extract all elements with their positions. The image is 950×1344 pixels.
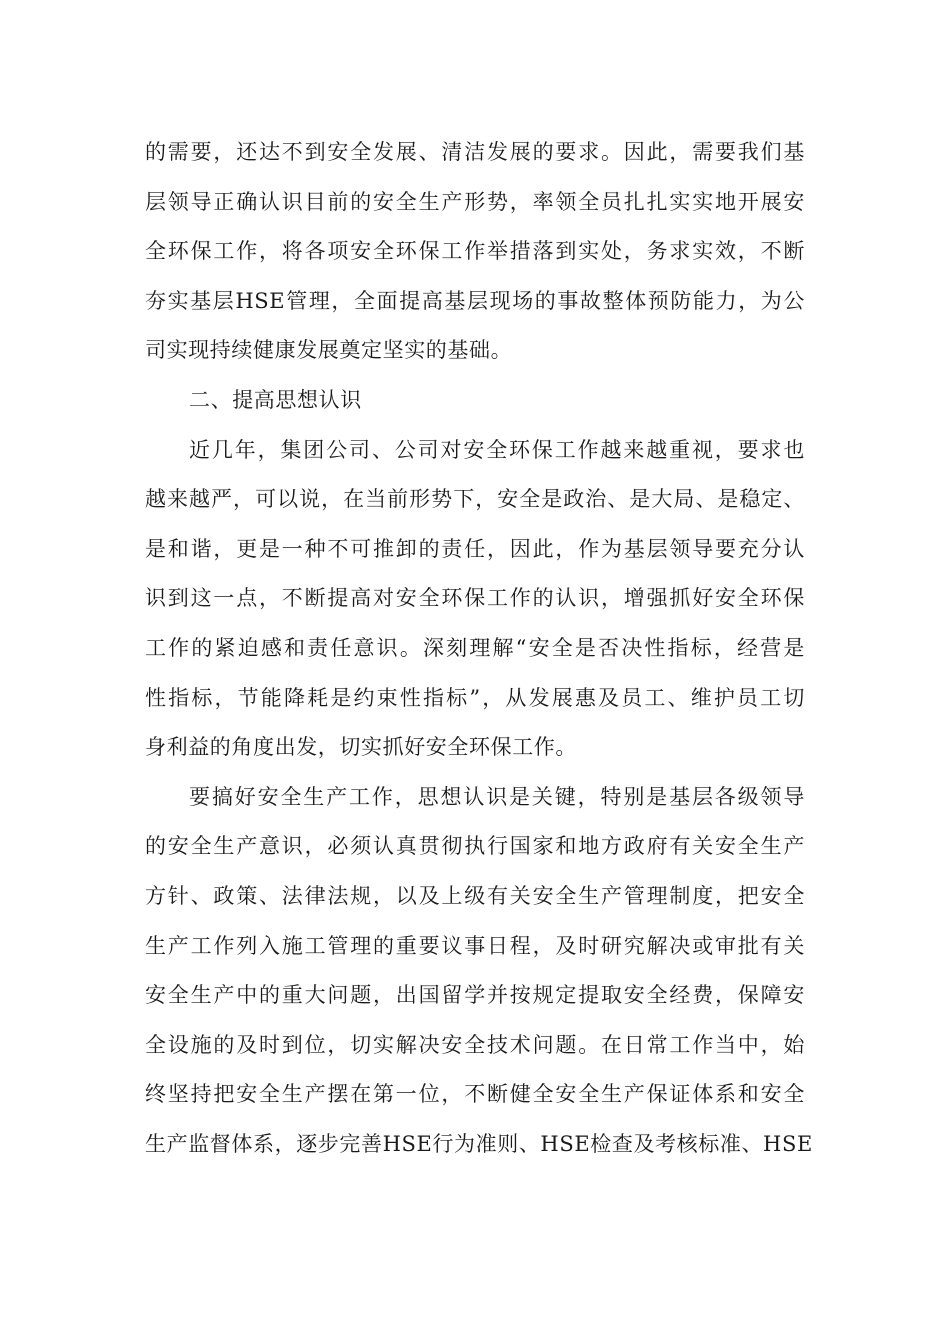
text-line: 生产工作列入施工管理的重要议事日程，及时研究解决或审批有关 bbox=[145, 933, 805, 958]
text-line: 越来越严，可以说，在当前形势下，安全是政治、是大局、是稳定、 bbox=[145, 487, 805, 512]
text-line: 生产监督体系，逐步完善HSE行为准则、HSE检查及考核标准、HSE bbox=[145, 1131, 813, 1156]
text-line: 近几年，集团公司、公司对安全环保工作越来越重视，要求也 bbox=[189, 437, 805, 462]
text-line: 二、提高思想认识 bbox=[189, 387, 362, 412]
section-heading bbox=[145, 376, 805, 426]
text-line: 身利益的角度出发，切实抓好安全环保工作。 bbox=[145, 735, 577, 760]
text-line: 的安全生产意识，必须认真贯彻执行国家和地方政府有关安全生产 bbox=[145, 834, 805, 859]
text-line: 全设施的及时到位，切实解决安全技术问题。在日常工作当中，始 bbox=[145, 1032, 805, 1057]
text-line: 终坚持把安全生产摆在第一位，不断健全安全生产保证体系和安全 bbox=[145, 1082, 805, 1107]
text-line: 夯实基层HSE管理，全面提高基层现场的事故整体预防能力，为公 bbox=[145, 288, 805, 313]
text-line: 的需要，还达不到安全发展、清洁发展的要求。因此，需要我们基 bbox=[145, 140, 805, 164]
text-line: 识到这一点，不断提高对安全环保工作的认识，增强抓好安全环保 bbox=[145, 586, 805, 611]
text-line: 工作的紧迫感和责任意识。深刻理解“安全是否决性指标，经营是 bbox=[145, 635, 805, 660]
document-body bbox=[145, 128, 813, 1169]
text-line: 全环保工作，将各项安全环保工作举措落到实处，务求实效，不断 bbox=[145, 239, 805, 264]
paragraph-continued bbox=[145, 128, 805, 376]
paragraph-awareness bbox=[145, 426, 805, 773]
text-line: 安全生产中的重大问题，出国留学并按规定提取安全经费，保障安 bbox=[145, 983, 805, 1008]
paragraph-leadership bbox=[145, 773, 813, 1170]
text-line: 是和谐，更是一种不可推卸的责任，因此，作为基层领导要充分认 bbox=[145, 536, 805, 561]
text-line: 性指标，节能降耗是约束性指标”，从发展惠及员工、维护员工切 bbox=[145, 685, 805, 710]
text-line: 方针、政策、法律法规，以及上级有关安全生产管理制度，把安全 bbox=[145, 883, 805, 908]
text-line: 要搞好安全生产工作，思想认识是关键，特别是基层各级领导 bbox=[189, 784, 805, 809]
text-line: 司实现持续健康发展奠定坚实的基础。 bbox=[145, 338, 513, 363]
text-line: 层领导正确认识目前的安全生产形势，率领全员扎扎实实地开展安 bbox=[145, 189, 805, 214]
